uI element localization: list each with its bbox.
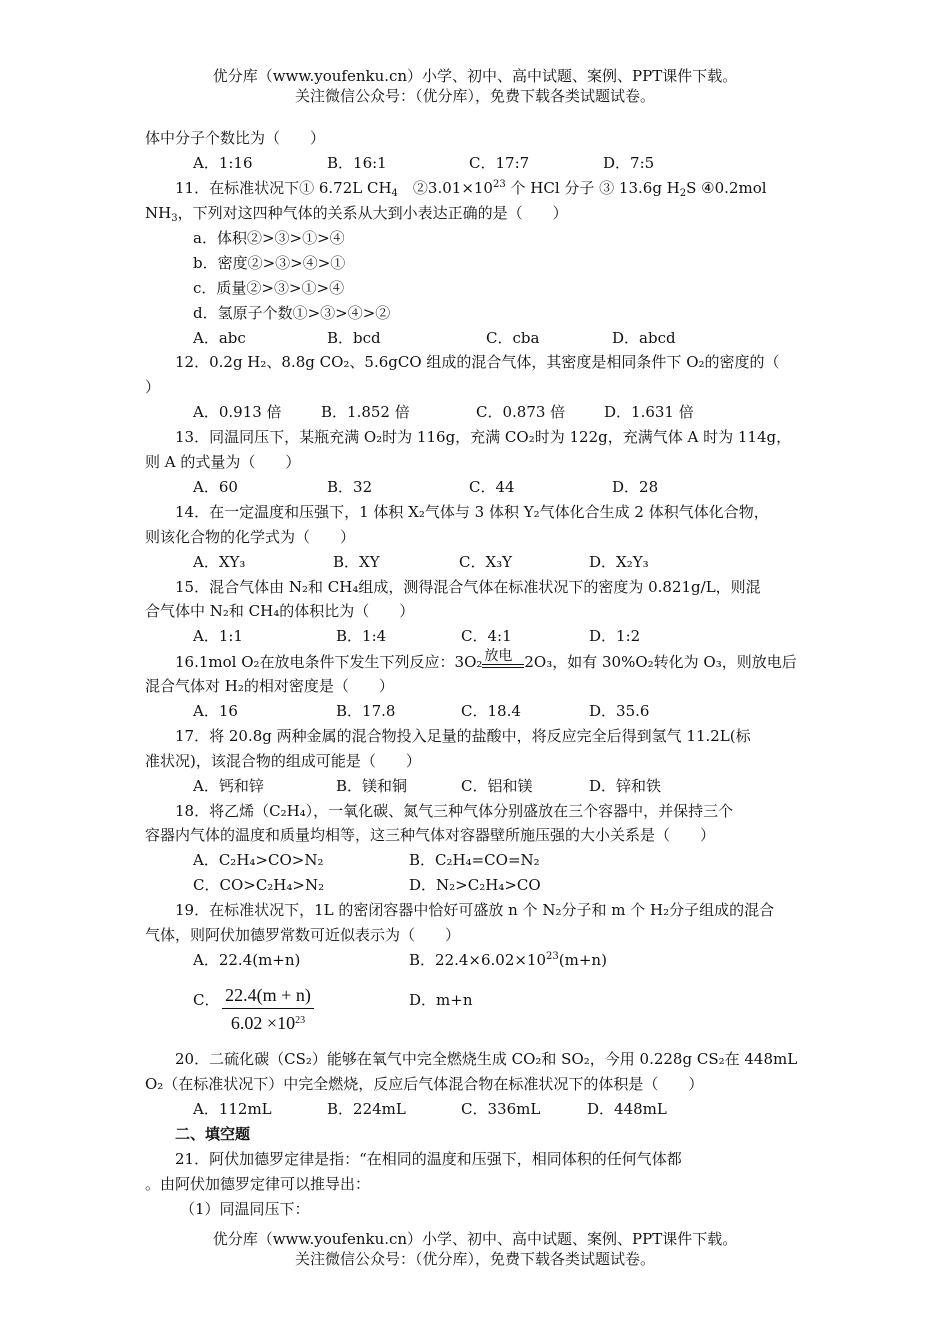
q16-option-a: A．16: [193, 702, 238, 720]
q17-option-b: B．镁和铜: [336, 777, 408, 795]
footer-line-2: 关注微信公众号：（优分库），免费下载各类试题试卷。: [294, 1250, 655, 1268]
q11-option-d: D．abcd: [612, 329, 676, 347]
q21-line-1: 21．阿伏加德罗定律是指：“在相同的温度和压强下，相同体积的任何气体都: [175, 1150, 682, 1168]
q11-item-b: b．密度②>③>④>①: [193, 254, 346, 272]
q11-line-2: $NH_3$，下列对这四种气体的关系从大到小表达正确的是（ ）: [145, 204, 568, 224]
q10-option-b: B．16:1: [327, 154, 387, 172]
q18-option-a: A．C₂H₄>CO>N₂: [193, 851, 324, 869]
q18-option-d: D．N₂>C₂H₄>CO: [409, 876, 541, 894]
q19-option-a: A．22.4(m+n): [193, 951, 301, 969]
q10-option-d: D．7:5: [603, 154, 655, 172]
q17-option-d: D．锌和铁: [589, 777, 662, 795]
q11-option-a: A．abc: [193, 329, 246, 347]
q19-option-b: B．$22.4\times 6.02\times 10^{23}(m+n)$: [409, 951, 607, 969]
q13-option-c: C．44: [469, 478, 515, 496]
q14-option-b: B．XY: [333, 553, 380, 571]
page-header: [0, 66, 950, 106]
q15-line-2: 合气体中 N₂和 CH₄的体积比为（ ）: [145, 602, 415, 620]
q17-line-1: 17．将 20.8g 两种金属的混合物投入足量的盐酸中，将反应完全后得到氢气 11.2L(标: [175, 727, 751, 745]
q12-option-c: C．0.873 倍: [476, 403, 566, 421]
header-line-1: 优分库（www.youfenku.cn）小学、初中、高中试题、案例、PPT课件下载。: [212, 67, 738, 85]
reaction-arrow: 放电: [482, 652, 524, 672]
fraction-numerator: 22.4(m + n): [222, 984, 314, 1009]
q11-item-c: c．质量②>③>①>④: [193, 279, 345, 297]
q12-line-2: ）: [145, 378, 161, 396]
q16-line-1: 16.1mol O₂在放电条件下发生下列反应：3O₂ 放电 2O₃，如有 30%O₂转化为 O₃，则放电后: [175, 648, 797, 671]
q18-line-2: 容器内气体的温度和质量均相等，这三种气体对容器壁所施压强的大小关系是（ ）: [145, 826, 716, 844]
q19-line-1: 19．在标准状况下，1L 的密闭容器中恰好可盛放 n 个 N₂分子和 m 个 H₂分子组成的混合: [175, 901, 775, 919]
q15-option-a: A．1:1: [193, 627, 243, 645]
q11-line-1: 11．在标准状况下① 6.72L $CH_4$ $②3.01\times 10^{23}$ 个 HCl 分子 ③ 13.6g $H_2S$ ④0.2mol: [175, 179, 767, 199]
q12-line-1: 12．0.2g H₂、8.8g CO₂、5.6gCO 组成的混合气体，其密度是相同条件下 O₂的密度的（: [175, 353, 780, 371]
q13-line-1: 13．同温同压下，某瓶充满 O₂时为 116g，充满 CO₂时为 122g，充满气体 A 时为 114g，: [175, 428, 792, 446]
q21-line-2: 。由阿伏加德罗定律可以推导出：: [145, 1175, 371, 1193]
q10-option-a: A．1:16: [193, 154, 253, 172]
q10-tail: 体中分子个数比为（ ）: [145, 129, 326, 147]
q14-line-2: 则该化合物的化学式为（ ）: [145, 528, 356, 546]
q14-option-a: A．XY₃: [193, 553, 246, 571]
q13-option-d: D．28: [612, 478, 659, 496]
q20-option-a: A．112mL: [193, 1100, 272, 1118]
q14-option-c: C．X₃Y: [459, 553, 513, 571]
q12-option-b: B．1.852 倍: [321, 403, 410, 421]
q11-item-d: d．氢原子个数①>③>④>②: [193, 304, 391, 322]
q20-option-c: C．336mL: [461, 1100, 541, 1118]
fraction-denominator: $6.02 \times 10^{23}$: [230, 1013, 306, 1033]
footer-line-1: 优分库（www.youfenku.cn）小学、初中、高中试题、案例、PPT课件下载。: [212, 1230, 738, 1248]
q16-line-2: 混合气体对 H₂的相对密度是（ ）: [145, 677, 394, 695]
q16-option-d: D．35.6: [589, 702, 650, 720]
q20-option-d: D．448mL: [587, 1100, 667, 1118]
q15-option-c: C．4:1: [461, 627, 512, 645]
q16-option-c: C．18.4: [461, 702, 521, 720]
q17-option-c: C．铝和镁: [461, 777, 533, 795]
q16-option-b: B．17.8: [336, 702, 396, 720]
q14-line-1: 14．在一定温度和压强下，1 体积 X₂气体与 3 体积 Y₂气体化合生成 2 体积气体化合物，: [175, 503, 769, 521]
q18-option-c: C．CO>C₂H₄>N₂: [193, 876, 325, 894]
q18-line-1: 18．将乙烯（C₂H₄），一氧化碳、氮气三种气体分别盛放在三个容器中，并保持三个: [175, 802, 734, 820]
q17-line-2: 准状况)，该混合物的组成可能是（ ）: [145, 752, 421, 770]
q12-option-d: D．1.631 倍: [604, 403, 694, 421]
q20-option-b: B．224mL: [327, 1100, 406, 1118]
q15-option-d: D．1:2: [589, 627, 641, 645]
header-line-2: 关注微信公众号：（优分库），免费下载各类试题试卷。: [294, 87, 655, 105]
q21-line-3: （1）同温同压下：: [180, 1200, 310, 1218]
q15-option-b: B．1:4: [336, 627, 387, 645]
section-title-fill-in: 二、填空题: [175, 1125, 251, 1143]
q17-option-a: A．钙和锌: [193, 777, 264, 795]
q18-option-b: B．C₂H₄=CO=N₂: [409, 851, 540, 869]
q11-option-c: C．cba: [486, 329, 540, 347]
q11-item-a: a．体积②>③>①>④: [193, 229, 345, 247]
q19-line-2: 气体，则阿伏加德罗常数可近似表示为（ ）: [145, 926, 461, 944]
q14-option-d: D．X₂Y₃: [589, 553, 649, 571]
q11-option-b: B．bcd: [327, 329, 381, 347]
q15-line-1: 15．混合气体由 N₂和 CH₄组成，测得混合气体在标准状况下的密度为 0.821g/L，则混: [175, 578, 761, 596]
q19-option-c-label: C．: [193, 991, 220, 1009]
q19-option-c-fraction: [222, 984, 314, 1034]
q13-option-b: B．32: [327, 478, 373, 496]
q20-line-1: 20．二硫化碳（CS₂）能够在氧气中完全燃烧生成 CO₂和 SO₂，今用 0.228g CS₂在 448mL: [175, 1050, 798, 1068]
q13-line-2: 则 A 的式量为（ ）: [145, 453, 301, 471]
page-footer: [0, 1229, 950, 1269]
q13-option-a: A．60: [193, 478, 238, 496]
q19-option-d: D．m+n: [409, 991, 473, 1009]
q10-option-c: C．17:7: [469, 154, 530, 172]
q20-line-2: O₂（在标准状况下）中完全燃烧，反应后气体混合物在标准状况下的体积是（ ）: [145, 1075, 704, 1093]
q12-option-a: A．0.913 倍: [193, 403, 282, 421]
